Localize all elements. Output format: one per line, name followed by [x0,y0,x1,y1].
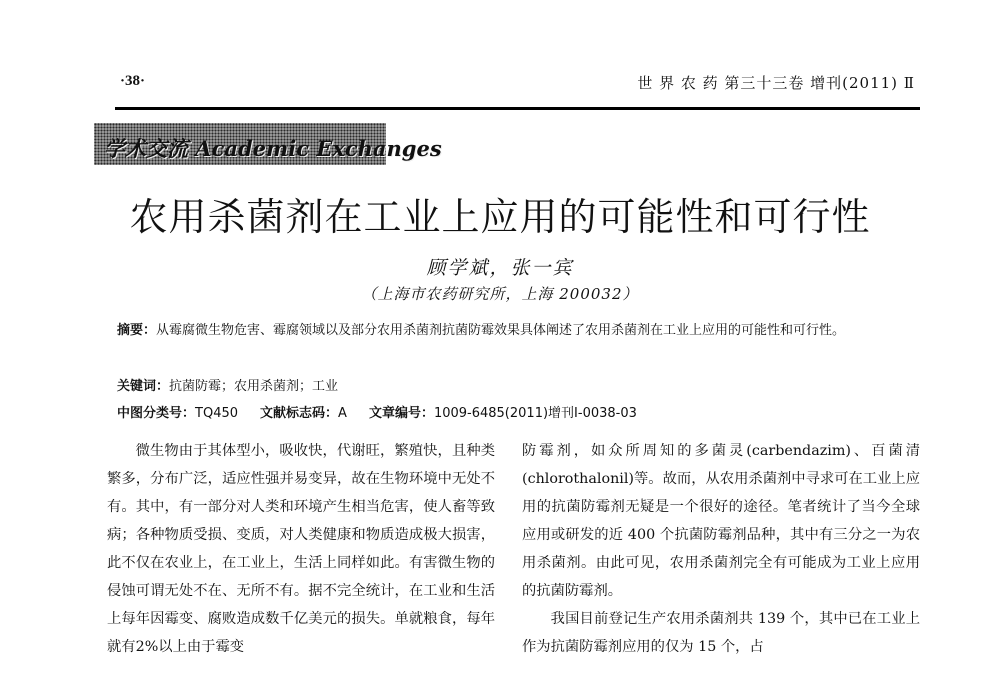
clc-label: 中图分类号： [117,406,196,421]
doc-code-label: 文献标志码： [260,406,339,421]
body-paragraph: 微生物由于其体型小，吸收快，代谢旺，繁殖快，且种类繁多，分布广泛，适应性强并易变异，故在生物环境中无处不有。其中，有一部分对人类和环境产生相当危害，使人畜等致病；各种物质受损、变质，对人类健康和物质造成极大损害，此不仅在农业上，在工业上，生活上同样如此。有害微生物的侵蚀可谓无处不在、无所不有。据不完全统计，在工业和生活上每年因霉变、腐败造成数千亿美元的损失。单就粮食，每年就有2%以上由于霉变 [107,443,495,655]
article-title: 农用杀菌剂在工业上应用的可能性和可行性 [129,195,871,239]
page-number: ·38· [120,73,146,89]
journal-running-header: 世 界 农 药 第三十三卷 增刊(2011) Ⅱ [637,74,915,92]
abstract-text: 从霉腐微生物危害、霉腐领域以及部分农用杀菌剂抗菌防霉效果具体阐述了农用杀菌剂在工业上应用的可能性和可行性。 [156,323,846,338]
body-column-left [107,437,495,661]
keywords-label: 关键词： [117,379,170,394]
column-banner [94,123,442,165]
body-paragraph: 防霉剂，如众所周知的多菌灵(carbendazim)、百菌清(chlorothalonil)等。故而，从农用杀菌剂中寻求可在工业上应用的抗菌防霉剂无疑是一个很好的途径。笔者统计了当今全球应用或研发的近 400 个抗菌防霉剂品种，其中有三分之一为农用杀菌剂。由此可见，农用杀菌剂完全有可能成为工业上应用的抗菌防霉剂。 [522,443,920,599]
article-affiliation: （上海市农药研究所，上海 200032） [361,285,639,303]
keywords [117,375,338,394]
header-rule [115,107,920,110]
abstract-label: 摘要： [117,323,157,338]
body-paragraph: 我国目前登记生产农用杀菌剂共 139 个，其中已在工业上作为抗菌防霉剂应用的仅为 15 个，占 [522,611,920,655]
article-number-label: 文章编号： [368,406,434,421]
classification-line [117,402,637,421]
clc-value: TQ450 [195,406,239,421]
keywords-text: 抗菌防霉；农用杀菌剂；工业 [169,379,339,394]
abstract [117,319,877,343]
doc-code-value: A [338,406,347,421]
body-column-right [522,437,920,661]
column-banner-label: 学术交流 Academic Exchanges [104,136,442,161]
article-authors: 顾学斌，张一宾 [426,257,574,279]
article-number-value: 1009-6485(2011)增刊Ⅰ-0038-03 [433,406,637,421]
